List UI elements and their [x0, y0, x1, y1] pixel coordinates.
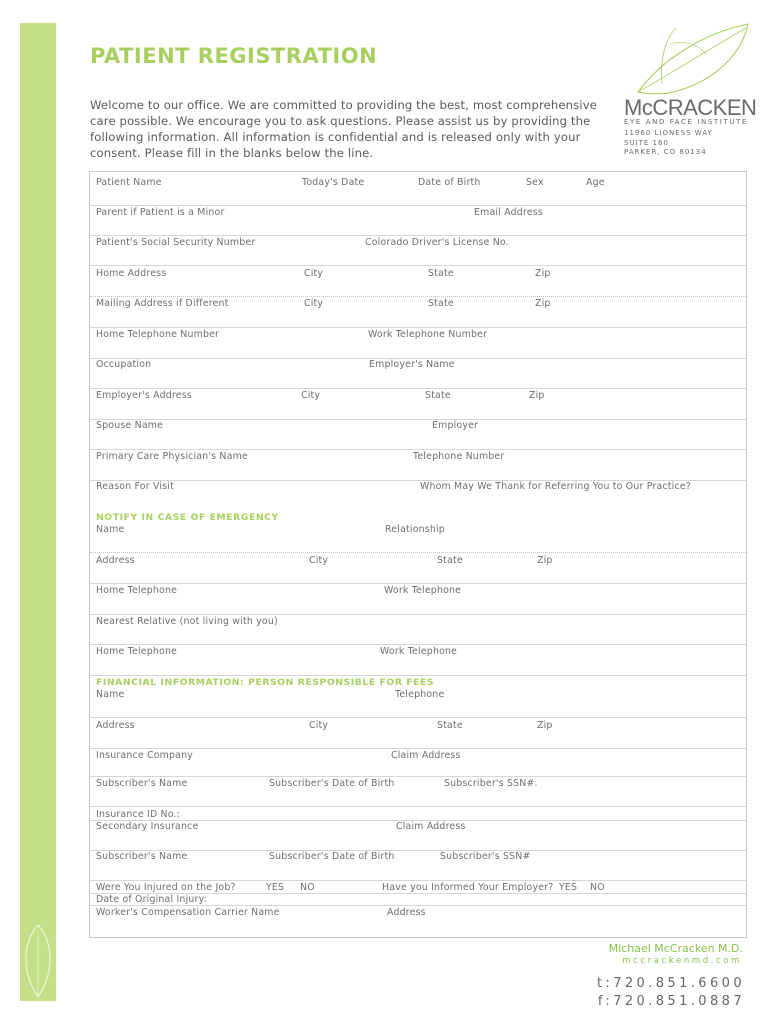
zip-field[interactable]: Zip: [535, 268, 551, 279]
emergency-home-phone-field[interactable]: Home Telephone: [96, 585, 178, 596]
form-rule: [90, 419, 746, 420]
responsible-address-field[interactable]: Address: [96, 720, 135, 731]
injured-on-job-label: Were You Injured on the Job?: [96, 882, 236, 893]
clinic-logo: [610, 22, 760, 162]
mailing-address-field[interactable]: Mailing Address if Different: [96, 298, 229, 309]
form-rule: [90, 748, 746, 749]
zip-field[interactable]: Zip: [535, 298, 551, 309]
emergency-address-field[interactable]: Address: [96, 555, 135, 566]
financial-heading: FINANCIAL INFORMATION: PERSON RESPONSIBLE FOR FEES: [96, 677, 435, 688]
form-rule: [90, 449, 746, 450]
spouse-employer-field[interactable]: Employer: [432, 420, 479, 431]
address-line: PARKER, CO 80134: [624, 148, 707, 156]
date-of-birth-field[interactable]: Date of Birth: [418, 177, 481, 188]
secondary-subscriber-dob-field[interactable]: Subscriber's Date of Birth: [269, 851, 395, 862]
patient-name-field[interactable]: Patient Name: [96, 177, 162, 188]
form-rule: [90, 614, 746, 615]
form-rule: [90, 265, 746, 266]
form-rule: [90, 205, 746, 206]
zip-field[interactable]: Zip: [537, 555, 553, 566]
intro-paragraph: Welcome to our office. We are committed to providing the best, most comprehensive care possible. We encourage you to ask questions. Please assist us by providing the following information. All information is confidential and is released only with your consent. Please fill in the blanks below the line.: [90, 98, 598, 160]
carrier-name-field[interactable]: Worker's Compensation Carrier Name: [96, 907, 280, 918]
form-rule: [90, 717, 746, 718]
form-rule: [90, 327, 746, 328]
ssn-field[interactable]: Patient's Social Security Number: [96, 237, 256, 248]
work-phone-field[interactable]: Work Telephone Number: [368, 329, 488, 340]
home-phone-field[interactable]: Home Telephone Number: [96, 329, 220, 340]
phone-number: t:720.851.6600: [596, 976, 745, 991]
state-field[interactable]: State: [428, 268, 454, 279]
form-rule: [90, 388, 746, 389]
spouse-name-field[interactable]: Spouse Name: [96, 420, 164, 431]
todays-date-field[interactable]: Today's Date: [302, 177, 365, 188]
form-rule: [90, 235, 746, 236]
claim-address-field[interactable]: Claim Address: [391, 750, 461, 761]
secondary-claim-address-field[interactable]: Claim Address: [396, 821, 466, 832]
doctor-name: Michael McCracken M.D.: [608, 942, 743, 955]
original-injury-date-field[interactable]: Date of Original Injury:: [96, 894, 207, 905]
employer-name-field[interactable]: Employer's Name: [369, 359, 455, 370]
clinic-address: [624, 129, 713, 158]
form-rule: [90, 675, 746, 676]
relationship-field[interactable]: Relationship: [385, 524, 445, 535]
form-rule: [90, 905, 746, 906]
physician-phone-field[interactable]: Telephone Number: [413, 451, 505, 462]
insurance-company-field[interactable]: Insurance Company: [96, 750, 193, 761]
parent-field[interactable]: Parent if Patient is a Minor: [96, 207, 225, 218]
responsible-phone-field[interactable]: Telephone: [395, 689, 445, 700]
registration-form: [89, 171, 747, 938]
form-rule: [90, 552, 746, 553]
leaf-icon: [620, 22, 755, 96]
secondary-subscriber-name-field[interactable]: Subscriber's Name: [96, 851, 188, 862]
city-field[interactable]: City: [309, 555, 329, 566]
email-field[interactable]: Email Address: [474, 207, 543, 218]
logo-name: McCRACKEN: [624, 95, 757, 120]
page-title: PATIENT REGISTRATION: [90, 44, 378, 68]
zip-field[interactable]: Zip: [537, 720, 553, 731]
carrier-address-field[interactable]: Address: [387, 907, 426, 918]
state-field[interactable]: State: [437, 720, 463, 731]
form-rule: [90, 583, 746, 584]
city-field[interactable]: City: [304, 298, 324, 309]
website-link[interactable]: mccrackenmd.com: [622, 956, 742, 966]
informed-employer-label: Have you Informed Your Employer?: [382, 882, 554, 893]
emergency-name-field[interactable]: Name: [96, 524, 125, 535]
logo-subtitle: EYE AND FACE INSTITUTE: [624, 118, 748, 126]
emergency-heading: NOTIFY IN CASE OF EMERGENCY: [96, 512, 279, 523]
address-line: SUITE 160: [624, 138, 669, 147]
secondary-insurance-field[interactable]: Secondary Insurance: [96, 821, 199, 832]
subscriber-ssn-field[interactable]: Subscriber's SSN#.: [444, 778, 538, 789]
occupation-field[interactable]: Occupation: [96, 359, 152, 370]
form-rule: [90, 644, 746, 645]
state-field[interactable]: State: [437, 555, 463, 566]
informed-yes-option[interactable]: YES: [559, 882, 578, 893]
referral-field[interactable]: Whom May We Thank for Referring You to Our Practice?: [420, 481, 691, 492]
age-field[interactable]: Age: [586, 177, 605, 188]
home-address-field[interactable]: Home Address: [96, 268, 167, 279]
subscriber-dob-field[interactable]: Subscriber's Date of Birth: [269, 778, 395, 789]
green-sidebar: [20, 23, 56, 1001]
form-rule: [90, 296, 746, 297]
subscriber-name-field[interactable]: Subscriber's Name: [96, 778, 188, 789]
injured-no-option[interactable]: NO: [300, 882, 315, 893]
injured-yes-option[interactable]: YES: [266, 882, 285, 893]
address-line: 11960 LIONESS WAY: [624, 129, 713, 137]
city-field[interactable]: City: [304, 268, 324, 279]
insurance-id-field[interactable]: Insurance ID No.:: [96, 809, 181, 820]
sex-field[interactable]: Sex: [526, 177, 544, 188]
zip-field[interactable]: Zip: [529, 390, 545, 401]
form-rule: [90, 776, 746, 777]
form-rule: [90, 806, 746, 807]
drivers-license-field[interactable]: Colorado Driver's License No.: [365, 237, 509, 248]
secondary-subscriber-ssn-field[interactable]: Subscriber's SSN#: [440, 851, 531, 862]
city-field[interactable]: City: [309, 720, 329, 731]
fax-number: f:720.851.0887: [597, 994, 745, 1009]
relative-work-phone-field[interactable]: Work Telephone: [380, 646, 458, 657]
informed-no-option[interactable]: NO: [590, 882, 605, 893]
relative-home-phone-field[interactable]: Home Telephone: [96, 646, 178, 657]
city-field[interactable]: City: [301, 390, 321, 401]
physician-name-field[interactable]: Primary Care Physician's Name: [96, 451, 248, 462]
emergency-work-phone-field[interactable]: Work Telephone: [384, 585, 462, 596]
state-field[interactable]: State: [428, 298, 454, 309]
nearest-relative-field[interactable]: Nearest Relative (not living with you): [96, 616, 278, 627]
form-rule: [90, 880, 746, 881]
reason-for-visit-field[interactable]: Reason For Visit: [96, 481, 174, 492]
state-field[interactable]: State: [425, 390, 451, 401]
responsible-name-field[interactable]: Name: [96, 689, 125, 700]
employer-address-field[interactable]: Employer's Address: [96, 390, 192, 401]
form-rule: [90, 850, 746, 851]
leaf-watermark-icon: [20, 921, 56, 1001]
